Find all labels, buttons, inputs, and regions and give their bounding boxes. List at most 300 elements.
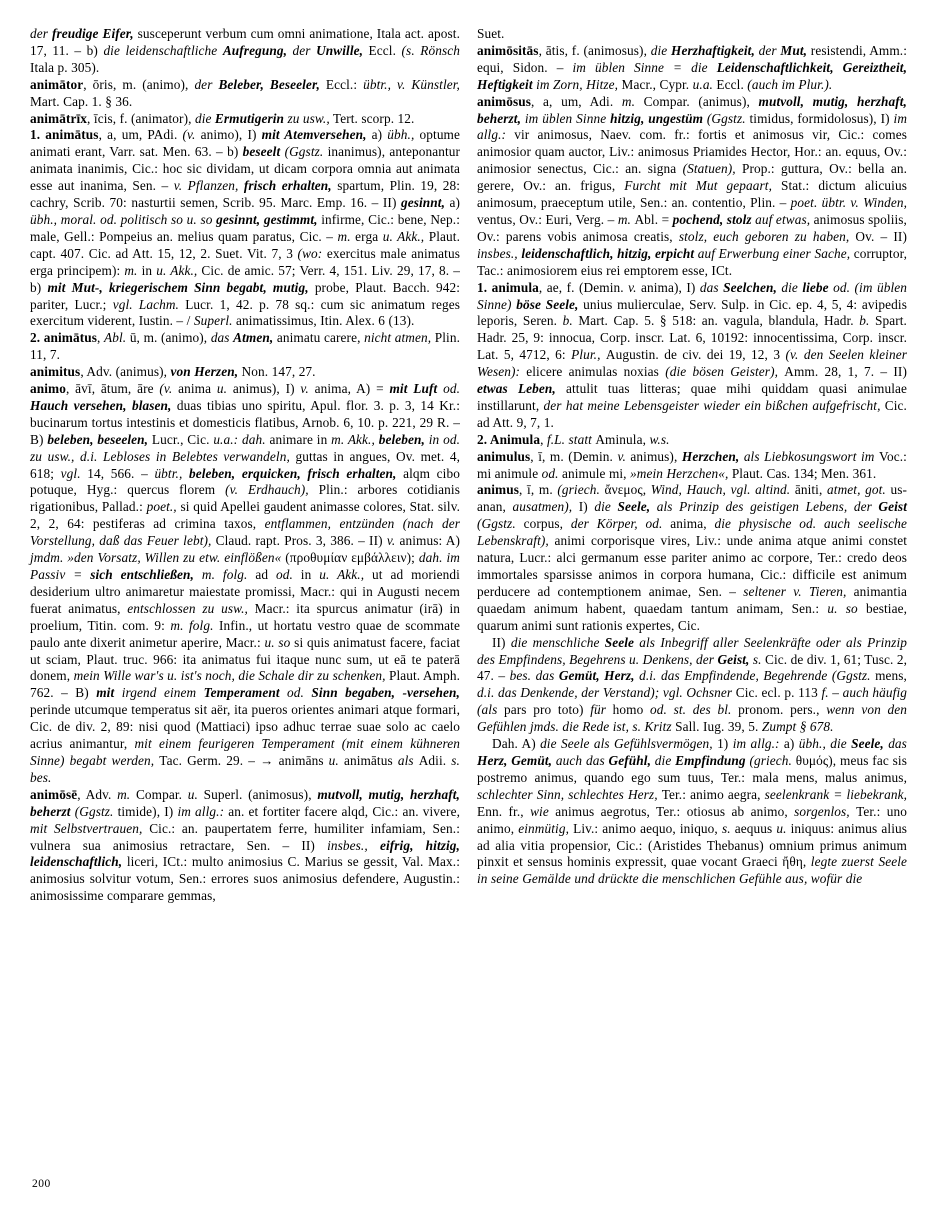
text-segment: liceri, ICt.: multo animosius C. Marius se gessit, Val. Max.: animosius solvitur votum, Sen.: errores suos animosius defendere, Augustin.: animosissime comparare gemmas, [30,854,460,904]
text-segment: anima), I) [641,279,700,295]
text-segment: übh., moral. od. politisch so u. so [30,211,217,227]
text-segment: probe, Plaut. Bacch. 942: pariter, Lucr.; [30,279,461,312]
text-segment: im üblen Sinne [524,110,611,126]
text-segment: bestiae, quarum animi sunt rationis expertes, Cic. [477,600,908,633]
text-segment: Gemüt, Herz, [558,668,640,684]
text-segment: Geist, [717,651,753,667]
text-segment: das [888,736,907,752]
left-column [30,26,460,905]
text-segment: v. [628,279,642,295]
text-segment: Spart. Hadr. 25, 9: innocua, Corp. inscr. Lat. 6, 10192: innocentissima, Corp. inscr. Lat. 5, 4712, 6: [477,313,907,363]
text-segment: der hat meine Lebensgeister wieder ein bißchen aufgefrischt, [543,397,885,413]
text-segment: animatu carere, [276,330,365,346]
text-segment: mit einem feurigeren Temperament (mit einem kühneren Sinne) begabt werden, [30,736,460,768]
text-segment: (v. Erdhauch), [225,482,319,498]
text-columns [30,26,907,905]
right-column [477,26,907,905]
text-segment: (v. [159,381,179,397]
text-segment: gesinnt, [400,195,450,211]
text-segment: beleben, erquicken, frisch erhalten, [189,465,404,481]
text-segment: Tert. scorp. 12. [329,110,415,126]
text-segment: Abl. = [634,211,673,227]
text-segment: Stat.: dictum alicuius animosum, praeceptum utile, Sen.: an. contentio, Plin. – [477,178,907,211]
text-segment: Voc.: mi animule [477,448,907,481]
text-segment: einmütig, [518,820,574,836]
text-segment: Tac. Germ. 29. – → animāns [159,752,329,768]
text-segment: Abl. [104,330,130,346]
text-segment: animi corporisque vires, Liv.: unde anima atque animi constet natura, Lucr.: alci germanum esse pariter animo ac corpore, Ter.: credo deos immortales sparsisse animos in corpora humana, Cic.: difficile est animum perducere ad contemptionem animae, Sen. – [477,533,907,599]
text-segment: iniquus: animus alius ad alia vitia propensior, Cic.: (Aristides Thebanus) omnium primus animum pinxit et sensus hominis expressit, quae vocant Graeci ἤθη, [477,820,908,870]
text-segment: (griech. [557,482,605,498]
text-segment: übh., die [798,736,852,752]
text-segment: corpus, [523,516,571,532]
text-segment: vgl. [60,465,88,481]
text-segment: irgend einem [121,685,204,701]
text-segment: poet., [146,499,181,515]
text-segment: mit Selbstvertrauen, [30,820,150,836]
text-segment: etwas Leben, [477,381,566,397]
text-segment: u. so [264,634,295,650]
text-segment: vgl. Lachm. [112,296,186,312]
text-segment: pronom. pers., [738,702,827,718]
text-segment: im Zorn, Hitze, [536,76,622,92]
text-segment: d.i. das Denkende, der Verstand); vgl. Ochsner [477,685,736,701]
entry-animator [30,77,460,111]
text-segment: freudige Eifer, [51,26,134,41]
text-segment: frisch erhalten, [243,178,338,194]
text-segment: , īcis, f. (animator), [87,110,195,126]
text-segment: susceperunt verbum cum omni animatione, Itala act. apost. 17, 11. – b) [30,26,460,58]
text-segment: Zumpt § 678. [761,719,834,735]
text-segment: mens, [875,668,907,684]
text-segment: animule mi, [561,465,631,481]
text-segment: Itala p. 305). [30,59,100,75]
text-segment: auf etwas, [755,211,814,227]
text-segment: , [97,330,105,346]
text-segment: guttas in angues, Ov. met. 4, 618; [30,448,461,481]
text-segment: aequus [734,820,777,836]
text-segment: ad [255,567,276,582]
text-segment: für [590,702,613,718]
text-segment: timidus, formidolosus), I) [749,110,894,126]
text-segment: Amm. 28, 1, 7. – II) [784,364,907,380]
text-segment: das [210,330,234,346]
text-segment: an. et fortiter facere alqd, Cic.: an. vivere, [224,803,460,819]
entry-animula-1 [477,280,907,432]
entry-animatrix [30,111,460,128]
text-segment: s. [752,651,766,667]
text-segment: animōsus [477,93,532,109]
text-segment: spartum, Plin. 19, 28: cachry, Scrib. 70: nasturtii semen, Scrib. 95. Marc. Emp. 16. – II) [30,178,460,211]
text-segment: s. bes. [30,752,460,785]
text-segment: optume animati erant, Varr. sat. Men. 63. – b) [30,127,461,160]
text-segment: v. [300,381,315,397]
text-segment: Suet. [477,26,505,41]
text-segment: Eccl.: [319,76,364,92]
text-segment: der [30,26,52,41]
text-segment: poet. übtr. v. Winden, [790,195,907,211]
text-segment: 2. Animula [477,431,541,447]
text-segment: seltener v. Tieren, [743,583,854,599]
text-segment: Non. 147, 27. [241,364,316,380]
text-segment: als Inbegriff aller Seelenkräfte oder als Prinzip des Empfindens, Begehrens u. Denkens, der [477,634,907,667]
text-segment: Gefühl, [608,752,655,768]
text-segment: , ī, m. [518,482,558,498]
entry-animus-section-dah [477,736,907,888]
text-segment: leidenschaftlich, hitzig, erpicht [521,245,698,261]
text-segment: , ātis, f. (animosus), [538,42,651,58]
text-segment: die [194,110,215,126]
text-segment: animātor [30,76,84,92]
text-segment: Seele, [617,499,657,515]
text-segment: erga [355,228,383,244]
entry-animo [30,381,460,787]
text-segment: Unwille, [316,42,364,58]
text-segment: Compar. [135,786,188,802]
text-segment: auch das [555,752,609,768]
text-segment: alqm cibo potuque, Hyg.: quercus florem [30,465,460,498]
text-segment: 1. animula [477,279,539,295]
text-segment: gesinnt, gestimmt, [216,211,322,227]
text-segment: u.a. [692,76,717,92]
text-segment: Plur., [571,347,606,363]
text-segment: timide), I) [117,803,178,819]
text-segment: elicere animulas noxias [526,364,666,380]
text-segment: von Herzen, [170,364,242,380]
text-segment: Compar. (animus), [643,93,759,109]
text-segment: od. [443,381,460,397]
text-segment: Sall. Iug. 39, 5. [675,719,762,735]
text-segment: Aufregung, [222,42,287,58]
text-segment: die leidenschaftliche [103,42,223,58]
text-segment: , [540,431,547,447]
text-segment: corruptor, Tac.: animosiorem eius rei emptorem esse, ICt. [477,245,907,278]
text-segment: od. [275,567,301,582]
text-segment: m. [337,228,356,244]
text-segment: f.L. statt [546,431,596,447]
text-segment: animus: A) [399,533,460,549]
entry-animosus [477,94,907,280]
text-segment: in [141,262,157,278]
text-segment: 1) [717,736,733,752]
text-segment: Temperament [203,685,288,701]
text-segment: im allg.: [732,736,784,752]
text-segment: Geist [878,499,907,515]
text-segment: v. [617,448,631,464]
text-segment: insbes., [327,837,380,853]
entry-animula-2 [477,432,907,449]
text-segment: , Adv. (animus), [80,364,171,380]
text-segment: ut ad moriendi desiderium ultro animaretur maiestate promissi, Macr.: qui in Augusti necem fuerat animatus, [30,567,460,616]
text-segment: die [781,279,803,295]
text-segment: mit Atemversehen, [261,127,367,143]
text-segment: die [650,42,672,58]
text-segment: die [654,752,676,768]
text-segment: Cic. de div. 1, 61; Tusc. 2, 47. – [477,651,908,684]
text-segment: unius mulierculae, Serv. Sulp. in Cic. ep. 4, 5, 4: avipedis leporis, Seren. [477,296,907,329]
text-segment: od. (im üblen Sinne) [477,279,908,312]
text-segment: Leidenschaftlichkeit, Gereiztheit, Heftigkeit [477,59,908,92]
text-segment: animōsitās [477,42,539,58]
text-segment: der [287,42,317,58]
text-segment: atmet, got. [827,482,891,498]
text-segment: die [594,499,618,515]
text-segment: Plin.: arbores cotidianis rigationibus, Pallad.: [30,482,460,515]
text-segment: ventus, Ov.: Euri, Verg. – [477,211,618,227]
text-segment: u. Akk., [319,567,365,582]
text-segment: »mein Herzchen«, [630,465,732,481]
text-segment: , āvī, ātum, āre [65,381,160,397]
text-segment: Plaut. Cas. 134; Men. 361. [731,465,877,481]
text-segment: (auch im Plur.). [747,76,833,92]
text-segment: zu usw., [287,110,330,126]
text-segment: Prop.: guttura, Ov.: bella an. gerere, Ov.: an. frigus, [477,161,907,194]
entry-animatus-1 [30,127,460,330]
text-segment: si quid Apellei gaudent animasse colores, Stat. silv. 2, 2, 64: pestiferas ad crimina taxos, [30,499,461,532]
text-segment: animatissimus, Itin. Alex. 6 (13). [236,313,415,329]
text-segment: bes. das [509,668,559,684]
text-segment: der Körper, od. [570,516,671,532]
text-segment: im üblen Sinne = die [572,59,717,75]
entry-animositas [477,43,907,94]
text-segment: animosus spoliis, Ov.: parens vobis animosa creatis, [477,211,907,244]
text-segment: Wind, Hauch, vgl. altind. [650,482,795,498]
text-segment: Ter.: uno animo, [477,803,907,836]
text-segment: (v. [182,127,201,143]
text-segment: v. [386,533,400,549]
text-segment: der [194,76,219,92]
text-segment: Seelchen, [723,279,782,295]
text-segment: āniti, [794,482,828,498]
text-segment: die Seele als Gefühlsvermögen, [540,736,718,752]
text-segment: m. Akk., [331,431,379,447]
text-segment: 2. animātus [30,330,98,346]
text-segment: Aminula, [595,431,650,447]
text-segment: jmdm. »den Vorsatz, Willen zu etw. einflößen« [30,550,286,566]
text-segment: b. [562,313,579,329]
text-segment: Liv.: animo aequo, iniquo, [573,820,722,836]
text-segment: (Ggstz. [284,144,328,160]
text-segment: , ae, f. (Demin. [538,279,629,295]
text-segment: animare in [269,431,332,447]
text-segment: f. – auch häufig (als [477,685,907,718]
text-segment: homo [612,702,651,718]
text-segment: böse Seele, [516,296,584,312]
text-segment: inanimus), anteponantur animata inanimis, Cic.: hoc sic dividam, ut dicam corpora omnia aut animata esse aut inanima, Sen. – [30,144,461,194]
text-segment: animulus [477,448,531,464]
text-segment: als Prinzip des geistigen Lebens, der [656,499,879,515]
text-segment: Macr.: ita spurcus animatur (irā) in proelium, Titin. com. 9: [30,600,461,633]
text-segment: Superl. (animosus), [203,786,318,802]
text-segment: Ter.: animo aegra, [661,786,765,802]
text-segment: (griech. [749,752,796,768]
text-segment: pars pro toto) [504,702,591,718]
text-segment: Plaut. capt. 407. Cic. ad Att. 15, 12, 2. Suet. Vit. 7, 3 [30,228,460,261]
text-segment: exercitus male animatus erga principem): [30,245,460,278]
text-segment: Claud. rapt. Pros. 3, 386. – II) [215,533,387,549]
text-segment: wie [530,803,556,819]
text-segment: animōsē [30,786,78,802]
text-segment: Plaut. Amph. 762. – B) [30,668,460,701]
page-number: 200 [32,1178,51,1190]
text-segment: übtr., v. Künstler, [363,76,460,92]
entry-animose-continuation [477,26,907,43]
text-segment: Lucr. 1, 42. p. 78 sq.: cum sic animatum reges exercitum viderent, Iustin. – / [30,296,460,329]
text-segment: insbes., [477,245,522,261]
text-segment: , a, um, Adi. [531,93,622,109]
text-segment: θυμός), meus fac sis postremo animus, quando ego sum tuus, Ter.: mala mens, malus animus, [477,752,907,785]
text-segment: Macr., Cypr. [621,76,693,92]
text-segment: entschlossen zu usw., [127,600,255,616]
text-segment: m. [117,786,136,802]
text-segment: m. folg. [170,617,219,633]
text-segment: anima [178,381,217,397]
text-segment: Infin., ut hortatu vestro quae de scommate paulo ante dixerit animetur aperire, Macr.: [30,617,460,650]
text-segment: Superl. [193,313,236,329]
text-segment: m. [617,211,635,227]
text-segment: im allg.: [477,110,908,143]
text-segment: Herzchen, [681,448,744,464]
text-segment: a) [366,127,388,143]
text-segment: (v. den Seelen kleiner Wesen): [477,347,907,380]
text-segment: (wo: [297,245,327,261]
text-segment: sich entschließen, [90,567,202,582]
text-segment: v. Pflanzen, [173,178,244,194]
text-segment: w.s. [649,431,670,447]
text-segment: u. [776,820,791,836]
text-segment: seelenkrank = liebekrank, [764,786,907,802]
text-segment: als [397,752,419,768]
text-segment: Furcht mit Mut gepaart, [624,178,782,194]
text-segment: Herz, Gemüt, [477,752,556,768]
text-segment: animitus [30,364,81,380]
text-segment: Empfindung [675,752,750,768]
text-segment: Enn. fr., [477,803,531,819]
text-segment: entflammen, entzünden (nach der Vorstellung, daß das Feuer lebt), [30,516,460,549]
text-segment: Sinn begaben, -versehen, [311,685,460,701]
text-segment: auf Erwerbung einer Sache, [697,245,854,261]
text-segment: (Statuen), [682,161,742,177]
text-segment: a) [783,736,799,752]
text-segment: Augustin. de civ. dei 19, 12, 3 [605,347,786,363]
text-segment: od. [541,465,562,481]
text-segment: dah. im Passiv = [30,550,460,582]
text-segment: anima, [670,516,715,532]
text-segment: animantia quaedam animum habent, quaedam tantum animam, Sen.: [477,583,907,616]
text-segment: in od. zu usw., d.i. Lebloses in Belebtes verwandeln, [30,431,461,464]
text-segment: ἄνεμος, [604,482,651,498]
text-segment: mit Luft [389,381,444,397]
text-segment: animus), [630,448,682,464]
text-segment: u. [216,381,233,397]
text-segment: infirme, Cic.: bene, Nep.: male, Gell.: Pompeius an. melius quam paratus, Cic. – [30,211,460,244]
text-segment: Atmen, [233,330,277,346]
text-segment: Hauch versehen, blasen, [30,397,177,413]
text-segment: m. folg. [201,567,256,582]
text-segment: mutvoll, mutig, herzhaft, beherzt, [477,93,907,126]
text-segment: ū, m. (animo), [129,330,211,346]
text-segment: beleben, [378,431,429,447]
text-segment: Eccl. [716,76,748,92]
text-segment: b. [859,313,875,329]
text-segment: übtr., [154,465,189,481]
text-segment: anima, A) = [314,381,390,397]
text-segment: beseelt [242,144,285,160]
entry-animulus [477,449,907,483]
entry-animus [477,482,907,634]
text-segment: animātus [343,752,398,768]
text-segment: (Ggstz. [74,803,118,819]
text-segment: übh., [387,127,415,143]
text-segment: Beleber, Beseeler, [218,76,320,92]
text-segment: als Liebkosungswort im [743,448,880,464]
text-segment: resistendi, Amm.: equi, Sidon. – [477,42,907,75]
text-segment: animātrīx [30,110,88,126]
text-segment: , a, um, PAdi. [98,127,183,143]
entry-animatio-continuation [30,26,460,77]
text-segment: die menschliche [510,634,605,650]
text-segment: Cic. ad Att. 9, 7, 1. [477,397,907,430]
text-segment: liebe [802,279,834,295]
text-segment: mein Wille war's u. ist's noch, die Schale dir zu schenken, [73,668,389,684]
entry-animose [30,787,460,905]
text-segment: Plin. 11, 7. [30,330,461,363]
text-segment: Seele [604,634,640,650]
text-segment: Eccl. [363,42,402,58]
text-segment: m. [621,93,644,109]
text-segment: Ermutigerin [214,110,288,126]
text-segment: s. [721,820,735,836]
text-segment: Dah. A) [492,736,541,752]
text-segment: Seele, [851,736,889,752]
text-segment: us-anan, [477,482,908,515]
text-segment: Herzhaftigkeit, [671,42,759,58]
text-segment: u.a.: dah. [213,431,270,447]
text-segment: u. so [827,600,866,616]
entry-animitus [30,364,460,381]
text-segment: II) [492,634,511,650]
text-segment: mutvoll, mutig, herzhaft, beherzt [30,786,460,819]
text-segment: (Ggstz. [477,516,524,532]
text-segment: hitzig, ungestüm [610,110,707,126]
text-segment: animus aegrotus, Ter.: otiosus ab animo, [555,803,795,819]
text-segment: od. st. des bl. [650,702,739,718]
text-segment: in [300,567,320,582]
text-segment: , Adv. [77,786,118,802]
text-segment: I) [578,499,595,515]
text-segment: Mart. Cap. 1. § 36. [30,93,133,109]
text-segment: eifrig, hitzig, leidenschaftlich, [30,837,460,870]
text-segment: beleben, beseelen, [47,431,152,447]
text-segment: Cic. de amic. 57; Verr. 4, 151. Liv. 29, 17, 8. – b) [30,262,460,295]
entry-animus-section-ii [477,635,907,736]
text-segment: animus [477,482,519,498]
text-segment: Ov. – II) [855,228,907,244]
text-segment: wenn von den Gefühlen jmds. die Rede ist, s. Kritz [477,702,907,735]
text-segment: perinde utcumque temperatus sit aër, ita pueros orientes animari atque formari, Cic. de div. 2, 89: nisi quod (Mattiaci) ipso adhuc terrae suae solo ac caelo acrius animantur, [30,702,460,752]
text-segment: duas tibias uno spiritu, Apul. flor. 3. p. 3, 14 Kr.: bucinarum tortus intestinis et domesticis flatibus, Arnob. 6, 10. p. 221, 29 R. – B) [30,397,460,447]
text-segment: animo [30,381,66,397]
text-segment: (προθυμίαν εμβάλλειν); [285,550,419,566]
text-segment: d.i. das Empfindende, Begehrende (Ggstz. [639,668,876,684]
entry-animatus-2 [30,330,460,364]
text-segment: nicht atmen, [364,330,435,346]
text-segment: mit [96,685,122,701]
text-segment: , ī, m. (Demin. [530,448,618,464]
text-segment: Mut, [780,42,811,58]
text-segment: u. Akk., [382,228,425,244]
text-segment: od. [287,685,312,701]
